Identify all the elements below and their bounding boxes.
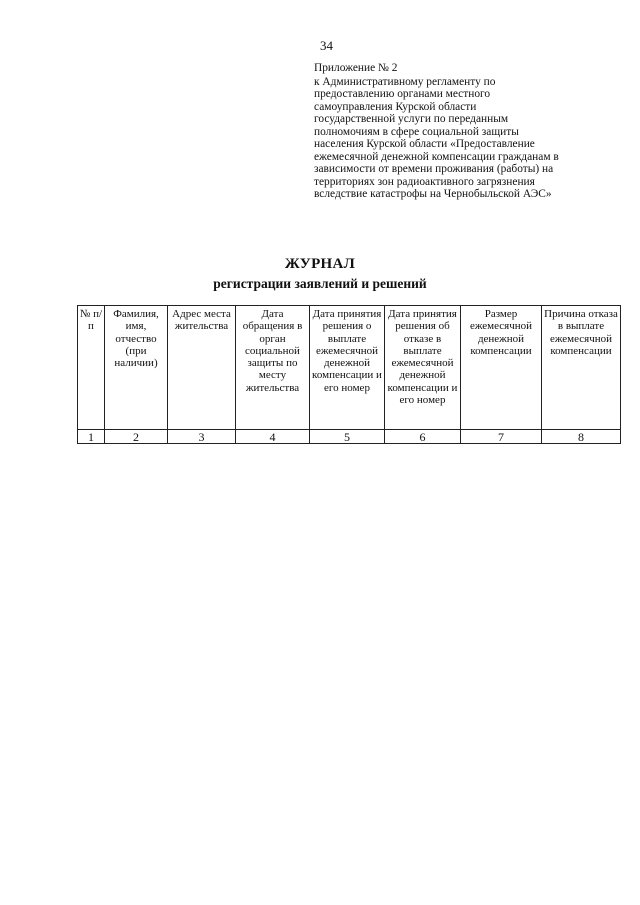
appendix-title: Приложение № 2: [314, 62, 398, 74]
table-header-row: [78, 306, 621, 430]
column-header-number: № п/п: [78, 306, 105, 430]
appendix-line: государственной услуги по переданным: [314, 113, 509, 125]
journal-table: [77, 305, 621, 444]
table-row: [78, 430, 621, 444]
appendix-line: самоуправления Курской области: [314, 100, 477, 113]
appendix-line: территориях зон радиоактивного загрязнения: [314, 175, 535, 188]
journal-title: ЖУРНАЛ: [284, 256, 356, 272]
appendix-line: к Административному регламенту по: [314, 75, 496, 88]
appendix-line: вследствие катастрофы на Чернобыльской АЭС»: [314, 188, 552, 200]
column-header-refusal-reason: Причина отказа в выплате ежемесячной компенсации: [542, 306, 621, 430]
column-header-address: Адрес места жительства: [168, 306, 236, 430]
column-header-refusal-decision: Дата принятия решения об отказе в выплате ежемесячной денежной компенсации и его номер: [385, 306, 461, 430]
appendix-line: зависимости от времени проживания (работы) на: [314, 163, 554, 175]
journal-subtitle: регистрации заявлений и решений: [213, 276, 427, 291]
column-header-approval-decision: Дата принятия решения о выплате ежемесячной денежной компенсации и его номер: [310, 306, 385, 430]
column-number: 8: [542, 430, 621, 444]
appendix-line: полномочиям в сфере социальной защиты: [314, 125, 519, 138]
column-number: 1: [78, 430, 105, 444]
page-number: 34: [320, 38, 333, 53]
appendix-line: предоставлению органами местного: [314, 88, 491, 100]
column-header-compensation-amount: Размер ежемесячной денежной компенсации: [461, 306, 542, 430]
column-number: 3: [168, 430, 236, 444]
column-number: 4: [236, 430, 310, 444]
appendix-block: [314, 62, 614, 201]
column-number: 5: [310, 430, 385, 444]
column-number: 6: [385, 430, 461, 444]
appendix-line: ежемесячной денежной компенсации гражданам в: [314, 150, 559, 163]
column-header-application-date: Дата обращения в орган социальной защиты по месту жительства: [236, 306, 310, 430]
column-header-full-name: Фамилия, имя, отчество (при наличии): [105, 306, 168, 430]
appendix-line: населения Курской области «Предоставление: [314, 138, 535, 150]
column-number: 2: [105, 430, 168, 444]
column-number: 7: [461, 430, 542, 444]
